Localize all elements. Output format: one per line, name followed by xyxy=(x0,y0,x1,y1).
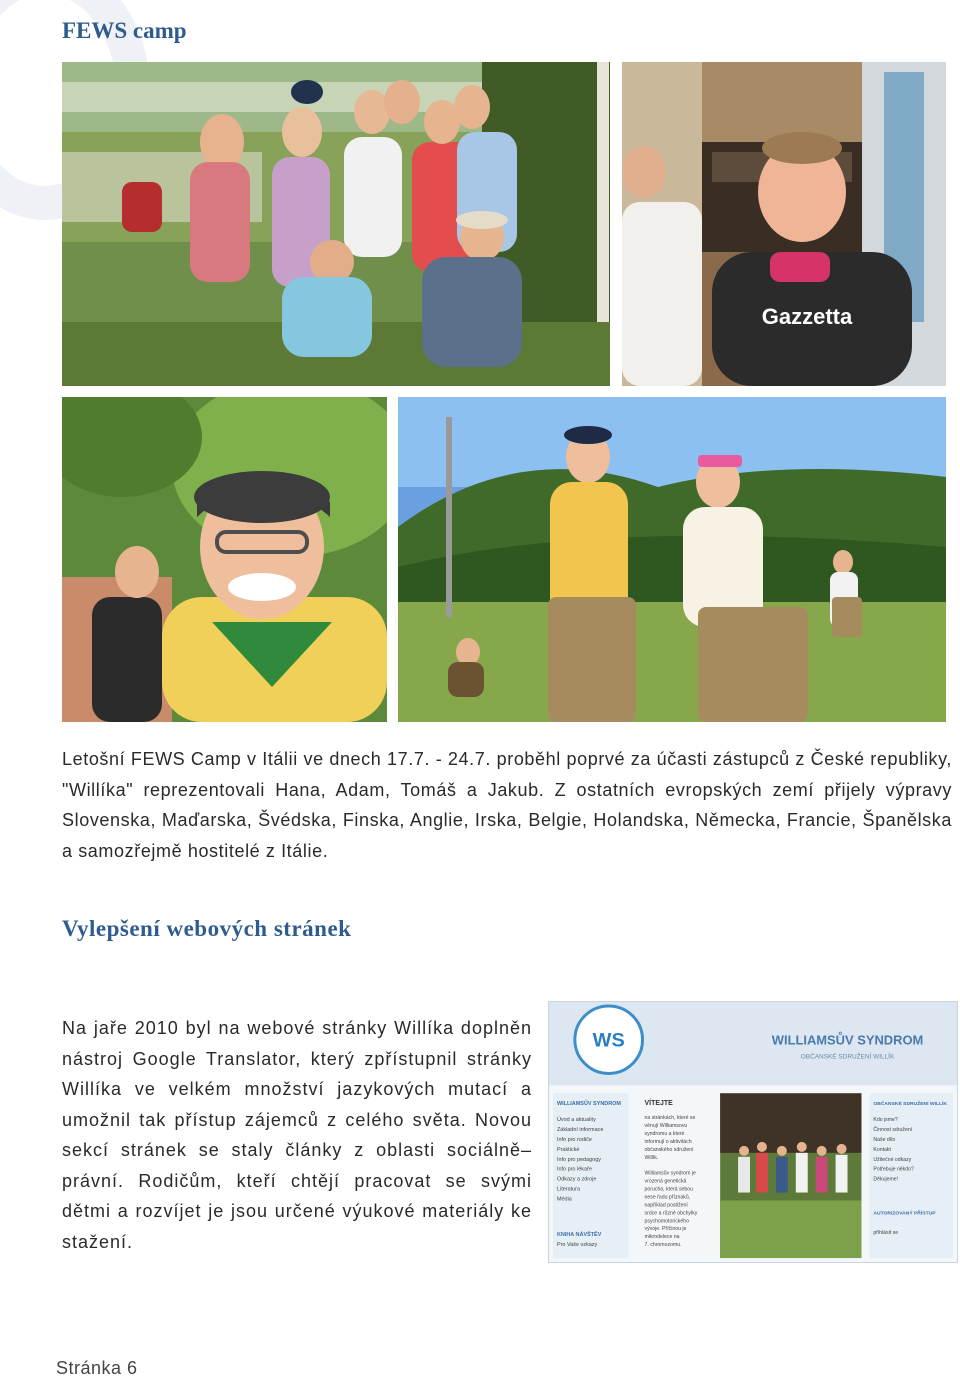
website-screenshot xyxy=(548,1001,958,1263)
website-text: mikrodelece na xyxy=(644,1234,680,1241)
website-guestbook: KNIHA NÁVŠTĚV xyxy=(556,1232,602,1239)
website-guestbook-sub: Pro Vaše vzkazy xyxy=(556,1242,598,1249)
website-nav-item: Odkazy a zdroje xyxy=(556,1176,597,1183)
website-text: na stránkách, které se xyxy=(644,1115,696,1122)
website-text: Potřebuje někdo? xyxy=(873,1166,914,1173)
website-login-heading: AUTORIZOVANÝ PŘÍSTUP xyxy=(873,1211,936,1217)
photo-young-man-closeup xyxy=(62,397,387,722)
website-login-link: přihlásit se xyxy=(873,1230,899,1237)
website-nav-item: Info pro rodiče xyxy=(556,1136,592,1143)
website-nav-item: Základní informace xyxy=(556,1127,604,1134)
website-nav-item: Média xyxy=(556,1196,572,1203)
website-text: syndromu a které xyxy=(644,1130,685,1137)
website-text: Kontakt xyxy=(873,1146,891,1153)
website-nav-item: Info pro pedagogy xyxy=(556,1156,601,1163)
paragraph-camp: Letošní FEWS Camp v Itálii ve dnech 17.7. - 24.7. proběhl poprvé za účasti zástupců z České republiky, "Willíka" reprezentovali Hana, Adam, Tomáš a Jakub. Z ostatních evropských zemí přijely výpravy Slovenska, Maďarska, Švédska, Finska, Anglie, Irska, Belgie, Holandska, Německa, Francie, Španělska a samozřejmě hostitelé z Itálie. xyxy=(62,749,952,861)
website-text: Činnost sdružení xyxy=(873,1127,913,1134)
website-text: Naše dílo xyxy=(873,1136,896,1143)
website-welcome: VÍTEJTE xyxy=(644,1100,673,1108)
photo-sack-race xyxy=(398,397,946,722)
website-text: porucha, která sebou xyxy=(644,1186,694,1193)
website-subtitle: OBČANSKÉ SDRUŽENÍ WILLÍK xyxy=(800,1053,895,1061)
photo-man-by-oven xyxy=(622,62,946,386)
website-nav-item: Info pro lékaře xyxy=(556,1166,592,1173)
website-text: WS xyxy=(592,1029,625,1052)
paragraph-web: Na jaře 2010 byl na webové stránky Willíka doplněn nástroj Google Translator, který zpřístupnil stránky Willíka ve velkém množství jazykových mutací a umožnil tak přístup zájemců z celého světa. Novou sekcí stránek se staly články z oblasti sociálně–právní. Rodičům, kteří chtějí pracovat se svými dětmi a rozvíjet je jsou určené výukové materiály ke stažení. xyxy=(62,1018,532,1252)
heading-web-improvement: Vylepšení webových stránek xyxy=(62,916,352,941)
website-text: Kdo jsme? xyxy=(873,1117,898,1124)
website-text: Gazzetta xyxy=(761,304,853,329)
website-nav-item: Praktické xyxy=(556,1146,580,1153)
page-number: Stránka 6 xyxy=(56,1358,138,1378)
website-text: vývoje. Příčinou je xyxy=(644,1226,687,1233)
website-nav-heading: WILLIAMSŮV SYNDROM xyxy=(556,1101,621,1108)
website-text: například postižení xyxy=(644,1202,688,1209)
website-text: vrozená genetická xyxy=(644,1178,687,1185)
website-text: věnují Williamsovu xyxy=(644,1123,688,1130)
website-text: 7. chromozomu. xyxy=(644,1242,682,1249)
website-text: Děkujeme! xyxy=(873,1176,899,1183)
website-nav-item: Literatura xyxy=(556,1186,581,1193)
website-nav-item: Úvod a aktuality xyxy=(556,1117,596,1124)
photo-group-by-lake xyxy=(62,62,610,386)
website-text: srdce a různé obchylky xyxy=(644,1210,698,1217)
website-text: občanského sdružení xyxy=(644,1146,694,1153)
website-text: nese řadu příznaků, xyxy=(644,1194,691,1201)
website-text: Willík. xyxy=(644,1154,659,1161)
website-text: Užitečné odkazy xyxy=(873,1156,912,1163)
heading-fews-camp: FEWS camp xyxy=(62,18,187,43)
website-title: WILLIAMSŮV SYNDROM xyxy=(771,1032,924,1048)
website-right-heading: OBČANSKÉ SDRUŽENÍ WILLÍK xyxy=(873,1102,947,1108)
website-text: informují o aktivitách xyxy=(644,1138,692,1145)
website-text: psychomotorického xyxy=(644,1218,690,1225)
website-text: Williamsův syndrom je xyxy=(644,1170,696,1177)
